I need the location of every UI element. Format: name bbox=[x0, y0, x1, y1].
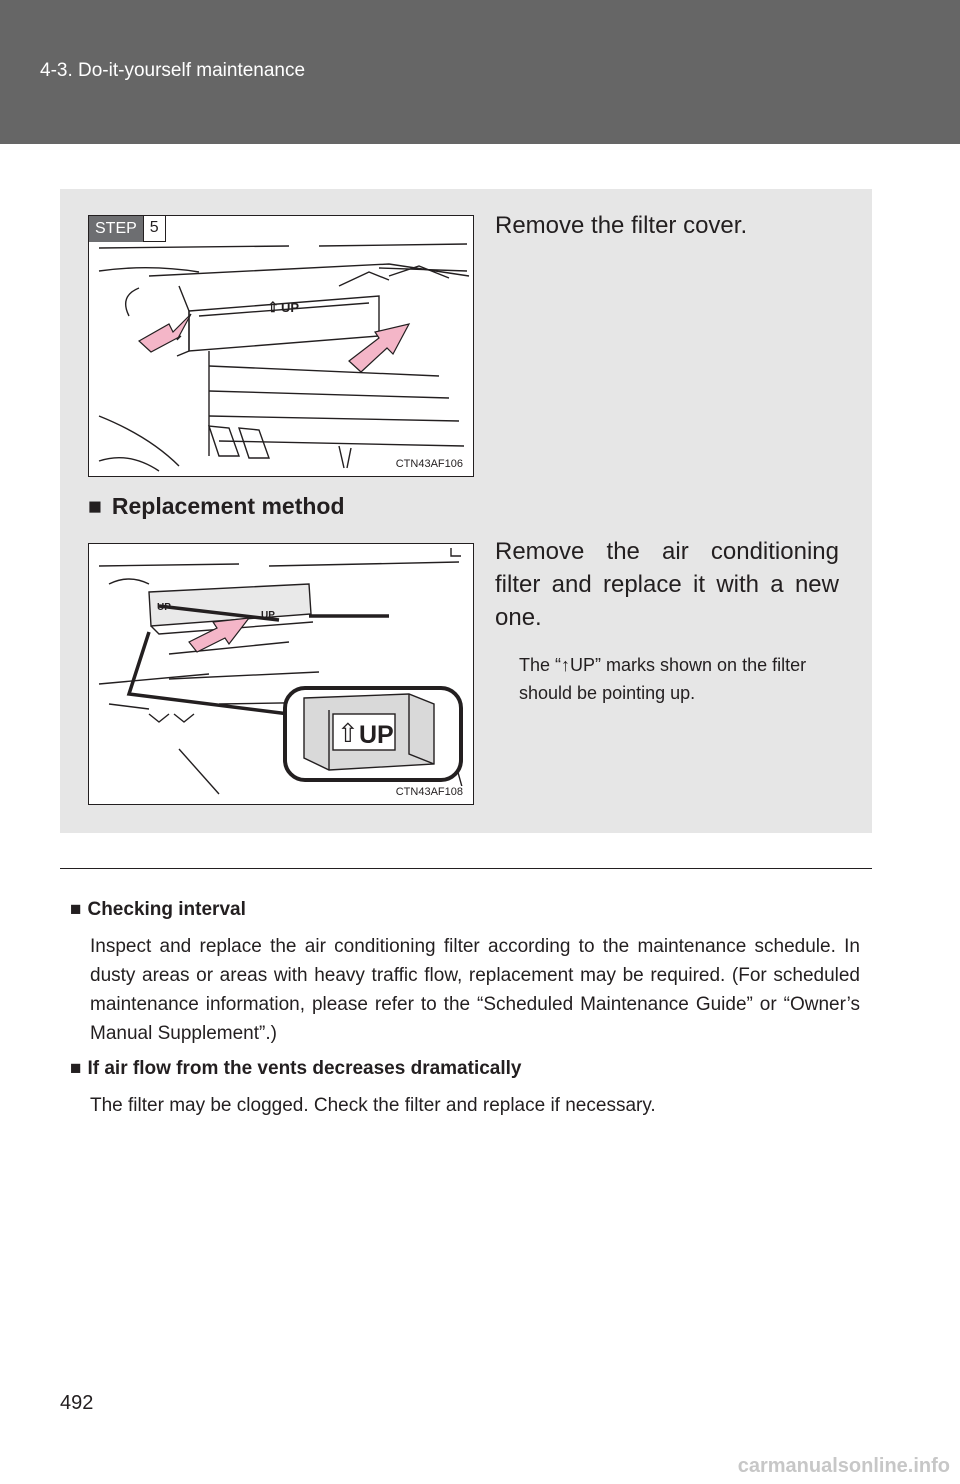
step5-instruction: Remove the filter cover. bbox=[495, 212, 748, 239]
heading-bullet: ■ bbox=[88, 493, 102, 519]
filter-up-mark-zoom: UP bbox=[359, 721, 394, 749]
replacement-instruction: Remove the air conditioning filter and replace it with a new one. bbox=[495, 538, 839, 631]
replacement-title: Replacement method bbox=[111, 493, 345, 519]
note-title: Checking interval bbox=[87, 899, 246, 920]
replacement-note: The “↑UP” marks shown on the filter should be pointing up. bbox=[519, 655, 807, 703]
figure-code: CTN43AF108 bbox=[395, 786, 463, 798]
filter-up-mark-right: UP bbox=[261, 610, 275, 621]
replacement-illustration bbox=[88, 543, 474, 805]
figure-code: CTN43AF106 bbox=[395, 458, 463, 470]
note-bullet: ■ bbox=[70, 899, 82, 920]
step-label: STEP bbox=[89, 216, 143, 242]
pull-arrow-left bbox=[139, 314, 191, 352]
pull-arrow-right bbox=[349, 324, 409, 372]
page-number: 492 bbox=[60, 1392, 94, 1414]
note-bullet: ■ bbox=[70, 1058, 82, 1079]
note-item bbox=[70, 897, 860, 1048]
step-number: 5 bbox=[143, 216, 166, 242]
filter-up-mark-left: UP bbox=[157, 602, 171, 613]
page-header bbox=[0, 0, 960, 144]
replacement-heading bbox=[88, 493, 345, 520]
note-body: The filter may be clogged. Check the filter and replace if necessary. bbox=[90, 1095, 656, 1116]
svg-text:⇧: ⇧ bbox=[267, 299, 279, 315]
section-divider bbox=[60, 868, 872, 869]
note-item bbox=[70, 1056, 860, 1120]
note-title: If air flow from the vents decreases dramatically bbox=[87, 1058, 522, 1079]
note-heading bbox=[70, 897, 860, 923]
filter-up-mark: UP bbox=[281, 300, 300, 315]
filter-replacement-drawing bbox=[89, 544, 472, 803]
note-body: Inspect and replace the air conditioning filter according to the maintenance schedule. In dusty areas or areas with heavy traffic flow, replacement may be required. (For scheduled maintenance information, please refer to the “Scheduled Maintenance Guide” or “Owner’s Manual Supplement”.) bbox=[90, 936, 860, 1044]
section-title: 4-3. Do-it-yourself maintenance bbox=[40, 60, 306, 81]
step5-illustration bbox=[88, 215, 474, 477]
step-badge bbox=[89, 216, 166, 242]
svg-text:⇧: ⇧ bbox=[337, 718, 359, 748]
watermark: carmanualsonline.info bbox=[737, 1455, 950, 1477]
note-heading bbox=[70, 1056, 860, 1082]
notes-section bbox=[70, 897, 860, 1128]
filter-cover-drawing bbox=[89, 216, 472, 475]
procedure-panel bbox=[60, 189, 872, 833]
